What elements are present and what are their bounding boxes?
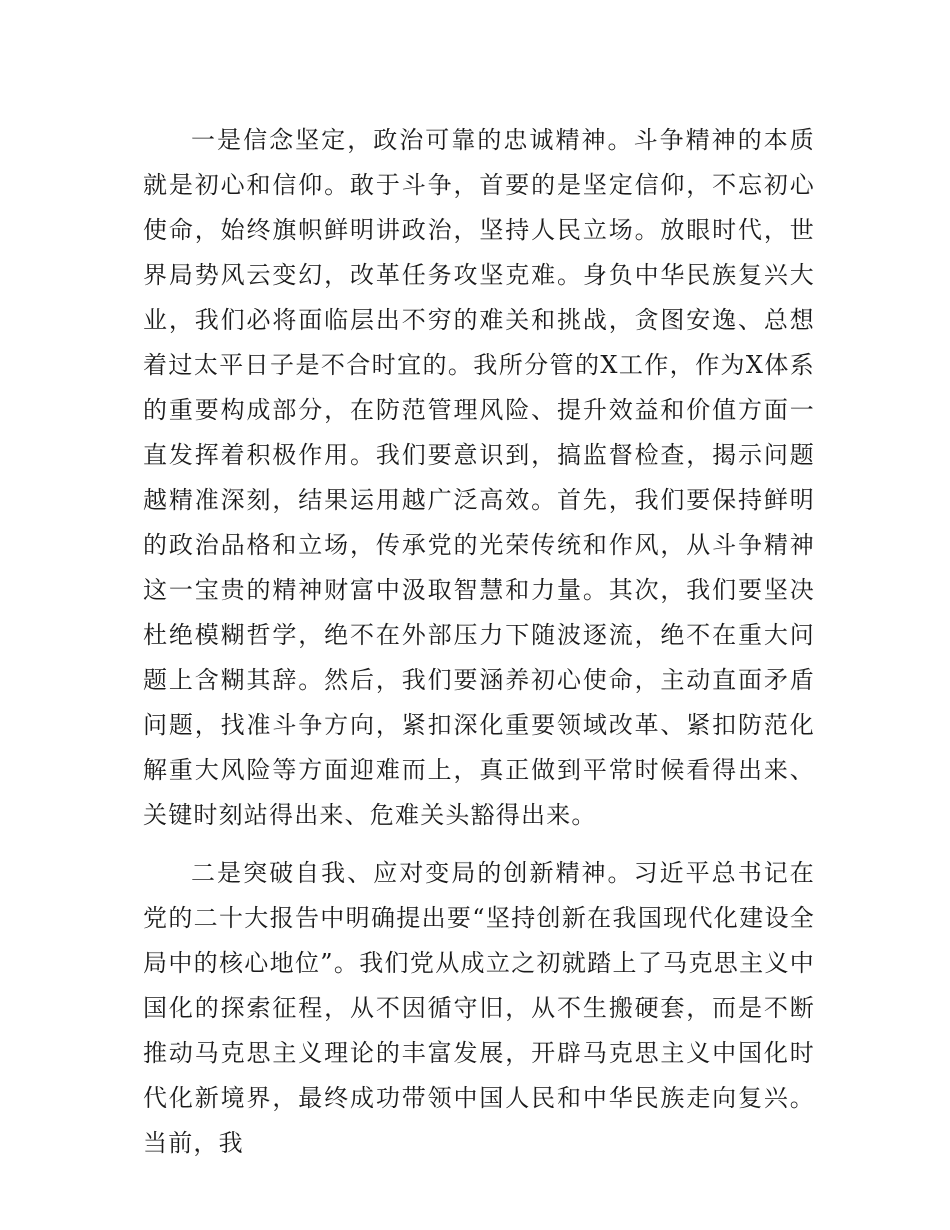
body-text bbox=[143, 118, 815, 1166]
paragraph-loyalty-spirit: 一是信念坚定，政治可靠的忠诚精神。斗争精神的本质就是初心和信仰。敢于斗争，首要的是坚定信仰，不忘初心使命，始终旗帜鲜明讲政治，坚持人民立场。放眼时代，世界局势风云变幻，改革任务攻坚克难。身负中华民族复兴大业，我们必将面临层出不穷的难关和挑战，贪图安逸、总想着过太平日子是不合时宜的。我所分管的X工作，作为X体系的重要构成部分，在防范管理风险、提升效益和价值方面一直发挥着积极作用。我们要意识到，搞监督检查，揭示问题越精准深刻，结果运用越广泛高效。首先，我们要保持鲜明的政治品格和立场，传承党的光荣传统和作风，从斗争精神这一宝贵的精神财富中汲取智慧和力量。其次，我们要坚决杜绝模糊哲学，绝不在外部压力下随波逐流，绝不在重大问题上含糊其辞。然后，我们要涵养初心使命，主动直面矛盾问题，找准斗争方向，紧扣深化重要领域改革、紧扣防范化解重大风险等方面迎难而上，真正做到平常时候看得出来、关键时刻站得出来、危难关头豁得出来。 bbox=[143, 126, 815, 829]
paragraph-innovation-spirit: 二是突破自我、应对变局的创新精神。习近平总书记在党的二十大报告中明确提出要“坚持创新在我国现代化建设全局中的核心地位”。我们党从成立之初就踏上了马克思主义中国化的探索征程，从不因循守旧，从不生搬硬套，而是不断推动马克思主义理论的丰富发展，开辟马克思主义中国化时代化新境界，最终成功带领中国人民和中华民族走向复兴。当前，我 bbox=[143, 859, 815, 1157]
